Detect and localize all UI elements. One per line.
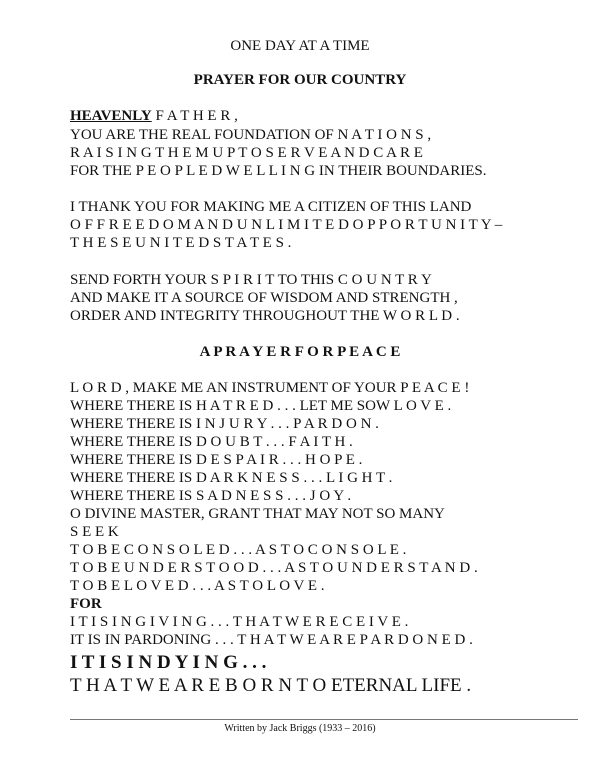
peace-line: WHERE THERE IS D O U B T . . . F A I T H . bbox=[70, 434, 353, 450]
country-line-6: O F F R E E D O M A N D U N L I M I T E D O P P O R T U N I T Y – bbox=[70, 217, 503, 233]
country-line-8: SEND FORTH YOUR S P I R I T TO THIS C O U N T R Y bbox=[70, 272, 432, 288]
closing-line: IT IS IN PARDONING . . . T H A T W E A R E P A R D O N E D . bbox=[70, 632, 473, 648]
peace-line: WHERE THERE IS H A T R E D . . . LET ME SOW L O V E . bbox=[70, 398, 452, 414]
country-line-5: I THANK YOU FOR MAKING ME A CITIZEN OF THIS LAND bbox=[70, 199, 472, 215]
country-line-3: R A I S I N G T H E M U P T O S E R V E A N D C A R E bbox=[70, 145, 423, 161]
father-word: F A T H E R , bbox=[151, 108, 238, 124]
document-title: ONE DAY AT A TIME bbox=[230, 38, 370, 54]
heavenly-word: HEAVENLY bbox=[70, 108, 152, 124]
peace-line: WHERE THERE IS I N J U R Y . . . P A R D O N . bbox=[70, 416, 379, 432]
peace-line: S E E K bbox=[70, 524, 119, 540]
dying-line: I T I S I N D Y I N G . . . bbox=[70, 652, 267, 673]
country-line-9: AND MAKE IT A SOURCE OF WISDOM AND STRENGTH , bbox=[70, 290, 458, 306]
closing-line: I T I S I N G I V I N G . . . T H A T W E R E C E I V E . bbox=[70, 614, 409, 630]
country-line-2: YOU ARE THE REAL FOUNDATION OF N A T I O N S , bbox=[70, 127, 432, 143]
peace-line: T O B E L O V E D . . . A S T O L O V E . bbox=[70, 578, 325, 594]
prayer-title: PRAYER FOR OUR COUNTRY bbox=[193, 72, 407, 88]
peace-line: WHERE THERE IS S A D N E S S . . . J O Y . bbox=[70, 488, 352, 504]
country-line-4: FOR THE P E O P L E D W E L L I N G IN THEIR BOUNDARIES. bbox=[70, 163, 487, 179]
country-line-7: T H E S E U N I T E D S T A T E S . bbox=[70, 235, 292, 251]
peace-line: WHERE THERE IS D A R K N E S S . . . L I G H T . bbox=[70, 470, 393, 486]
country-line-10: ORDER AND INTEGRITY THROUGHOUT THE W O R L D . bbox=[70, 308, 460, 324]
for-word: FOR bbox=[70, 596, 102, 612]
peace-heading: A P R A Y E R F O R P E A C E bbox=[199, 344, 401, 360]
author-credit: Written by Jack Briggs (1933 – 2016) bbox=[224, 723, 376, 734]
salutation-line bbox=[70, 107, 238, 125]
peace-line: WHERE THERE IS D E S P A I R . . . H O P E . bbox=[70, 452, 363, 468]
peace-line: T O B E C O N S O L E D . . . A S T O C O N S O L E . bbox=[70, 542, 407, 558]
peace-line: O DIVINE MASTER, GRANT THAT MAY NOT SO MANY bbox=[70, 506, 445, 522]
peace-line: L O R D , MAKE ME AN INSTRUMENT OF YOUR P E A C E ! bbox=[70, 380, 470, 396]
footer-divider bbox=[70, 719, 578, 720]
peace-line: T O B E U N D E R S T O O D . . . A S T O U N D E R S T A N D . bbox=[70, 560, 478, 576]
eternal-life-line: T H A T W E A R E B O R N T O ETERNAL LIFE . bbox=[70, 675, 472, 696]
